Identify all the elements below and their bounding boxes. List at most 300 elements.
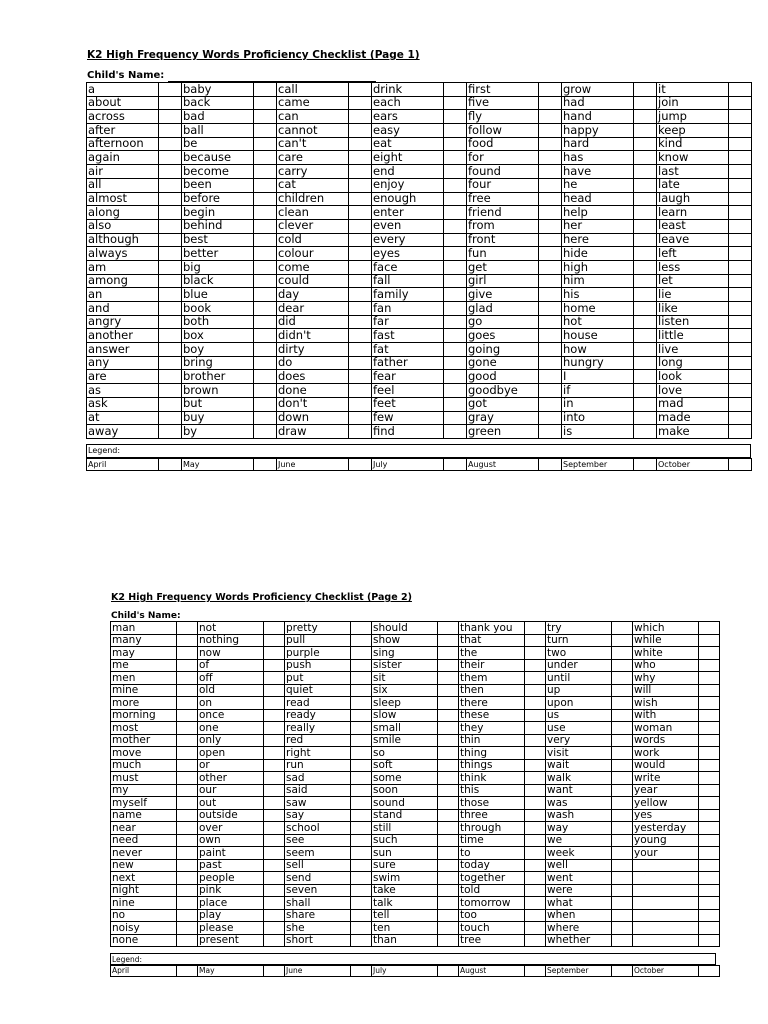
check-cell[interactable] [351,859,372,872]
check-cell[interactable] [525,747,546,760]
check-cell[interactable] [351,747,372,760]
check-cell[interactable] [177,909,198,922]
check-cell[interactable] [444,151,467,165]
check-cell[interactable] [634,370,657,384]
check-cell[interactable] [351,647,372,660]
check-cell[interactable] [254,192,277,206]
check-cell[interactable] [351,709,372,722]
check-cell[interactable] [177,634,198,647]
check-cell[interactable] [539,206,562,220]
check-cell[interactable] [525,684,546,697]
check-cell[interactable] [159,247,182,261]
check-cell[interactable] [612,872,633,885]
check-cell[interactable] [438,684,459,697]
check-cell[interactable] [539,110,562,124]
check-cell[interactable] [159,411,182,425]
check-cell[interactable] [177,647,198,660]
check-cell[interactable] [351,734,372,747]
check-cell[interactable] [264,647,285,660]
check-cell[interactable] [539,384,562,398]
check-cell[interactable] [539,151,562,165]
check-cell[interactable] [444,370,467,384]
check-cell[interactable] [177,797,198,810]
check-cell[interactable] [634,315,657,329]
check-cell[interactable] [159,137,182,151]
check-cell[interactable] [264,822,285,835]
check-cell[interactable] [444,83,467,97]
check-cell[interactable] [539,370,562,384]
check-cell[interactable] [264,672,285,685]
check-cell[interactable] [612,722,633,735]
check-cell[interactable] [729,370,752,384]
child-name-blank[interactable] [168,70,376,82]
check-cell[interactable] [525,622,546,635]
check-cell[interactable] [539,356,562,370]
check-cell[interactable] [612,809,633,822]
check-cell[interactable] [264,659,285,672]
check-cell[interactable] [264,697,285,710]
check-cell[interactable] [612,922,633,935]
check-cell[interactable] [699,797,720,810]
check-cell[interactable] [438,847,459,860]
check-cell[interactable] [254,247,277,261]
check-cell[interactable] [539,397,562,411]
check-cell[interactable] [729,302,752,316]
check-cell[interactable] [351,659,372,672]
check-cell[interactable] [525,809,546,822]
check-cell[interactable] [444,137,467,151]
check-cell[interactable] [525,634,546,647]
check-cell[interactable] [525,897,546,910]
check-cell[interactable] [612,772,633,785]
check-cell[interactable] [177,784,198,797]
check-cell[interactable] [159,206,182,220]
check-cell[interactable] [349,151,372,165]
check-cell[interactable] [351,697,372,710]
check-cell[interactable] [177,697,198,710]
check-cell[interactable] [634,96,657,110]
check-cell[interactable] [349,110,372,124]
check-cell[interactable] [438,809,459,822]
check-cell[interactable] [729,83,752,97]
check-cell[interactable] [254,397,277,411]
check-cell[interactable] [254,178,277,192]
check-cell[interactable] [438,884,459,897]
check-cell[interactable] [539,192,562,206]
check-cell[interactable] [177,847,198,860]
check-cell[interactable] [634,356,657,370]
check-cell[interactable] [612,834,633,847]
check-cell[interactable] [254,274,277,288]
check-cell[interactable] [349,192,372,206]
check-cell[interactable] [159,219,182,233]
check-cell[interactable] [539,165,562,179]
check-cell[interactable] [699,722,720,735]
check-cell[interactable] [699,734,720,747]
check-cell[interactable] [729,178,752,192]
check-cell[interactable] [699,784,720,797]
check-cell[interactable] [351,672,372,685]
check-cell[interactable] [699,697,720,710]
check-cell[interactable] [634,83,657,97]
check-cell[interactable] [159,192,182,206]
check-cell[interactable] [539,178,562,192]
check-cell[interactable] [438,759,459,772]
check-cell[interactable] [349,137,372,151]
check-cell[interactable] [159,274,182,288]
check-cell[interactable] [254,370,277,384]
check-cell[interactable] [539,288,562,302]
check-cell[interactable] [539,260,562,274]
check-cell[interactable] [699,934,720,947]
check-cell[interactable] [525,697,546,710]
check-cell[interactable] [444,260,467,274]
check-cell[interactable] [349,384,372,398]
check-cell[interactable] [264,897,285,910]
check-cell[interactable] [349,247,372,261]
check-cell[interactable] [444,192,467,206]
check-cell[interactable] [264,834,285,847]
check-cell[interactable] [349,83,372,97]
check-cell[interactable] [699,884,720,897]
check-cell[interactable] [349,343,372,357]
check-cell[interactable] [349,397,372,411]
check-cell[interactable] [612,822,633,835]
check-cell[interactable] [438,709,459,722]
check-cell[interactable] [729,151,752,165]
check-cell[interactable] [612,847,633,860]
check-cell[interactable] [351,772,372,785]
check-cell[interactable] [729,110,752,124]
check-cell[interactable] [159,329,182,343]
check-cell[interactable] [264,797,285,810]
check-cell[interactable] [729,384,752,398]
check-cell[interactable] [159,96,182,110]
check-cell[interactable] [159,83,182,97]
check-cell[interactable] [612,734,633,747]
check-cell[interactable] [525,909,546,922]
check-cell[interactable] [525,872,546,885]
check-cell[interactable] [634,302,657,316]
check-cell[interactable] [444,110,467,124]
check-cell[interactable] [159,124,182,138]
check-cell[interactable] [525,759,546,772]
check-cell[interactable] [634,192,657,206]
check-cell[interactable] [612,784,633,797]
check-cell[interactable] [349,411,372,425]
check-cell[interactable] [525,734,546,747]
check-cell[interactable] [349,356,372,370]
check-cell[interactable] [254,260,277,274]
check-cell[interactable] [699,809,720,822]
check-cell[interactable] [444,425,467,439]
check-cell[interactable] [351,684,372,697]
check-cell[interactable] [525,709,546,722]
check-cell[interactable] [539,343,562,357]
check-cell[interactable] [159,233,182,247]
check-cell[interactable] [159,397,182,411]
check-cell[interactable] [438,659,459,672]
check-cell[interactable] [351,784,372,797]
check-cell[interactable] [634,233,657,247]
check-cell[interactable] [539,315,562,329]
check-cell[interactable] [634,110,657,124]
check-cell[interactable] [177,747,198,760]
check-cell[interactable] [254,110,277,124]
check-cell[interactable] [351,759,372,772]
check-cell[interactable] [729,124,752,138]
check-cell[interactable] [539,124,562,138]
check-cell[interactable] [634,288,657,302]
check-cell[interactable] [699,847,720,860]
check-cell[interactable] [254,124,277,138]
check-cell[interactable] [729,356,752,370]
check-cell[interactable] [159,110,182,124]
check-cell[interactable] [699,822,720,835]
check-cell[interactable] [634,124,657,138]
check-cell[interactable] [634,178,657,192]
check-cell[interactable] [539,302,562,316]
check-cell[interactable] [444,384,467,398]
check-cell[interactable] [254,315,277,329]
check-cell[interactable] [254,411,277,425]
check-cell[interactable] [254,343,277,357]
check-cell[interactable] [729,206,752,220]
check-cell[interactable] [612,697,633,710]
check-cell[interactable] [349,329,372,343]
check-cell[interactable] [254,384,277,398]
check-cell[interactable] [264,734,285,747]
check-cell[interactable] [177,859,198,872]
check-cell[interactable] [254,329,277,343]
check-cell[interactable] [177,622,198,635]
check-cell[interactable] [351,884,372,897]
check-cell[interactable] [525,822,546,835]
check-cell[interactable] [159,425,182,439]
check-cell[interactable] [525,672,546,685]
check-cell[interactable] [159,302,182,316]
check-cell[interactable] [177,897,198,910]
check-cell[interactable] [444,302,467,316]
check-cell[interactable] [729,165,752,179]
check-cell[interactable] [699,622,720,635]
check-cell[interactable] [444,233,467,247]
check-cell[interactable] [177,872,198,885]
check-cell[interactable] [177,809,198,822]
check-cell[interactable] [351,834,372,847]
check-cell[interactable] [729,247,752,261]
check-cell[interactable] [264,922,285,935]
check-cell[interactable] [438,647,459,660]
check-cell[interactable] [699,684,720,697]
check-cell[interactable] [177,672,198,685]
check-cell[interactable] [159,151,182,165]
check-cell[interactable] [438,734,459,747]
check-cell[interactable] [525,772,546,785]
check-cell[interactable] [539,233,562,247]
check-cell[interactable] [177,684,198,697]
check-cell[interactable] [438,934,459,947]
check-cell[interactable] [264,809,285,822]
check-cell[interactable] [729,96,752,110]
check-cell[interactable] [349,425,372,439]
check-cell[interactable] [699,834,720,847]
check-cell[interactable] [634,397,657,411]
check-cell[interactable] [438,672,459,685]
check-cell[interactable] [351,809,372,822]
check-cell[interactable] [349,302,372,316]
check-cell[interactable] [634,411,657,425]
check-cell[interactable] [264,909,285,922]
check-cell[interactable] [634,274,657,288]
check-cell[interactable] [349,370,372,384]
check-cell[interactable] [349,219,372,233]
check-cell[interactable] [264,872,285,885]
check-cell[interactable] [177,659,198,672]
check-cell[interactable] [634,219,657,233]
check-cell[interactable] [699,672,720,685]
check-cell[interactable] [539,425,562,439]
check-cell[interactable] [444,315,467,329]
check-cell[interactable] [349,315,372,329]
check-cell[interactable] [438,797,459,810]
check-cell[interactable] [612,859,633,872]
check-cell[interactable] [438,922,459,935]
check-cell[interactable] [177,834,198,847]
check-cell[interactable] [525,934,546,947]
check-cell[interactable] [612,634,633,647]
check-cell[interactable] [444,124,467,138]
check-cell[interactable] [351,847,372,860]
check-cell[interactable] [444,329,467,343]
check-cell[interactable] [612,684,633,697]
check-cell[interactable] [254,137,277,151]
check-cell[interactable] [444,343,467,357]
check-cell[interactable] [612,884,633,897]
check-cell[interactable] [264,772,285,785]
check-cell[interactable] [264,859,285,872]
check-cell[interactable] [254,302,277,316]
check-cell[interactable] [444,178,467,192]
check-cell[interactable] [264,934,285,947]
check-cell[interactable] [634,343,657,357]
check-cell[interactable] [254,425,277,439]
check-cell[interactable] [349,96,372,110]
check-cell[interactable] [612,647,633,660]
check-cell[interactable] [351,722,372,735]
check-cell[interactable] [699,909,720,922]
check-cell[interactable] [729,315,752,329]
check-cell[interactable] [699,759,720,772]
check-cell[interactable] [264,634,285,647]
check-cell[interactable] [349,288,372,302]
check-cell[interactable] [264,709,285,722]
check-cell[interactable] [254,288,277,302]
check-cell[interactable] [634,260,657,274]
check-cell[interactable] [729,397,752,411]
check-cell[interactable] [254,96,277,110]
check-cell[interactable] [159,288,182,302]
check-cell[interactable] [612,709,633,722]
check-cell[interactable] [699,772,720,785]
check-cell[interactable] [159,356,182,370]
check-cell[interactable] [351,922,372,935]
check-cell[interactable] [525,722,546,735]
check-cell[interactable] [525,922,546,935]
check-cell[interactable] [438,834,459,847]
check-cell[interactable] [254,356,277,370]
check-cell[interactable] [177,734,198,747]
check-cell[interactable] [351,797,372,810]
check-cell[interactable] [177,822,198,835]
check-cell[interactable] [729,411,752,425]
check-cell[interactable] [264,847,285,860]
check-cell[interactable] [699,859,720,872]
check-cell[interactable] [444,247,467,261]
check-cell[interactable] [444,397,467,411]
check-cell[interactable] [264,884,285,897]
check-cell[interactable] [729,219,752,233]
check-cell[interactable] [438,909,459,922]
check-cell[interactable] [444,206,467,220]
check-cell[interactable] [612,672,633,685]
check-cell[interactable] [525,847,546,860]
check-cell[interactable] [254,233,277,247]
check-cell[interactable] [438,897,459,910]
check-cell[interactable] [438,697,459,710]
check-cell[interactable] [699,709,720,722]
check-cell[interactable] [264,759,285,772]
check-cell[interactable] [159,165,182,179]
check-cell[interactable] [264,784,285,797]
check-cell[interactable] [634,329,657,343]
check-cell[interactable] [351,634,372,647]
check-cell[interactable] [634,137,657,151]
check-cell[interactable] [351,822,372,835]
check-cell[interactable] [159,343,182,357]
check-cell[interactable] [438,872,459,885]
check-cell[interactable] [729,260,752,274]
check-cell[interactable] [634,151,657,165]
check-cell[interactable] [612,897,633,910]
check-cell[interactable] [729,329,752,343]
check-cell[interactable] [699,634,720,647]
check-cell[interactable] [539,411,562,425]
check-cell[interactable] [177,922,198,935]
check-cell[interactable] [729,233,752,247]
check-cell[interactable] [612,747,633,760]
check-cell[interactable] [525,834,546,847]
check-cell[interactable] [349,260,372,274]
check-cell[interactable] [254,165,277,179]
check-cell[interactable] [438,822,459,835]
check-cell[interactable] [159,315,182,329]
check-cell[interactable] [612,659,633,672]
check-cell[interactable] [254,206,277,220]
check-cell[interactable] [612,909,633,922]
check-cell[interactable] [177,934,198,947]
check-cell[interactable] [729,343,752,357]
check-cell[interactable] [349,124,372,138]
check-cell[interactable] [351,909,372,922]
check-cell[interactable] [438,634,459,647]
check-cell[interactable] [159,370,182,384]
check-cell[interactable] [699,922,720,935]
check-cell[interactable] [444,411,467,425]
check-cell[interactable] [729,425,752,439]
check-cell[interactable] [699,659,720,672]
check-cell[interactable] [349,165,372,179]
